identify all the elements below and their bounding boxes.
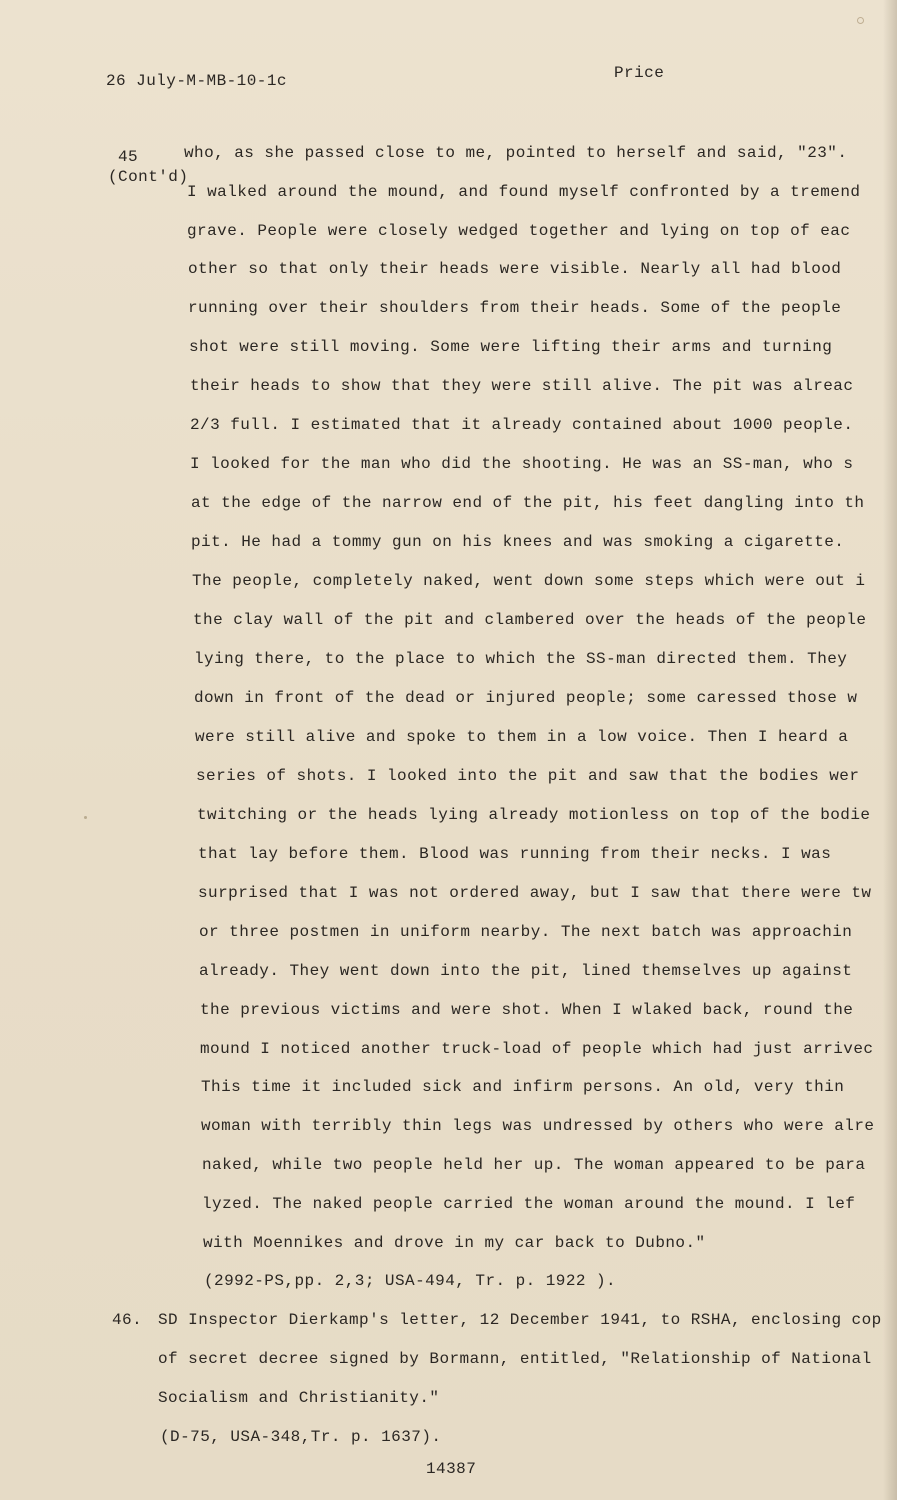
item-45-line: The people, completely naked, went down some steps which were out i [192, 572, 866, 590]
item-45-line: their heads to show that they were still alive. The pit was alreac [190, 377, 854, 395]
item-45-citation: (2992-PS,pp. 2,3; USA-494, Tr. p. 1922 ). [204, 1272, 617, 1290]
item-46-number: 46. [112, 1311, 143, 1329]
item-45-number: 45 [118, 148, 139, 166]
item-46-line: Socialism and Christianity." [158, 1389, 440, 1407]
item-45-line: at the edge of the narrow end of the pit, his feet dangling into th [191, 494, 865, 512]
item-45-line: who, as she passed close to me, pointed to herself and said, "23". [184, 144, 848, 162]
item-45-line: series of shots. I looked into the pit and saw that the bodies wer [196, 767, 860, 785]
item-45-line: were still alive and spoke to them in a low voice. Then I heard a [195, 728, 849, 746]
document-reference: 26 July-M-MB-10-1c [106, 72, 287, 90]
item-46-line: SD Inspector Dierkamp's letter, 12 December 1941, to RSHA, enclosing cop [158, 1311, 882, 1329]
item-45-line: already. They went down into the pit, lined themselves up against [199, 962, 853, 980]
item-45-line: surprised that I was not ordered away, but I saw that there were tw [198, 884, 872, 902]
item-46-line: of secret decree signed by Bormann, entitled, "Relationship of National [158, 1350, 872, 1368]
corner-mark [857, 17, 864, 24]
item-45-line: other so that only their heads were visible. Nearly all had blood [188, 260, 842, 278]
item-45-line: down in front of the dead or injured people; some caressed those w [194, 689, 858, 707]
item-45-line: running over their shoulders from their heads. Some of the people [188, 299, 842, 317]
item-45-line: the previous victims and were shot. When I wlaked back, round the [200, 1001, 854, 1019]
item-45-line: shot were still moving. Some were lifting their arms and turning [189, 338, 833, 356]
item-45-line: lying there, to the place to which the SS-man directed them. They [194, 650, 848, 668]
item-45-continued-label: (Cont'd) [108, 168, 189, 186]
item-45-line: I walked around the mound, and found myself confronted by a tremend [187, 183, 861, 201]
item-45-line: naked, while two people held her up. The woman appeared to be para [202, 1156, 866, 1174]
item-45-line: I looked for the man who did the shooting. He was an SS-man, who s [190, 455, 854, 473]
item-45-line: lyzed. The naked people carried the woman around the mound. I lef [202, 1195, 856, 1213]
item-45-line: grave. People were closely wedged together and lying on top of eac [187, 222, 851, 240]
item-45-line: This time it included sick and infirm persons. An old, very thin [201, 1078, 845, 1096]
item-45-line: pit. He had a tommy gun on his knees and was smoking a cigarette. [191, 533, 845, 551]
item-45-line: with Moennikes and drove in my car back to Dubno." [203, 1234, 706, 1252]
item-45-line: twitching or the heads lying already motionless on top of the bodie [197, 806, 871, 824]
item-45-line: woman with terribly thin legs was undressed by others who were alre [201, 1117, 875, 1135]
item-45-line: the clay wall of the pit and clambered over the heads of the people [193, 611, 867, 629]
item-45-line: mound I noticed another truck-load of people which had just arrivec [200, 1040, 874, 1058]
page-number: 14387 [426, 1460, 477, 1478]
item-45-line: or three postmen in uniform nearby. The next batch was approachin [199, 923, 853, 941]
item-46-citation: (D-75, USA-348,Tr. p. 1637). [160, 1428, 442, 1446]
paper-speck [84, 816, 87, 819]
item-45-line: that lay before them. Blood was running from their necks. I was [198, 845, 832, 863]
speaker-name: Price [614, 64, 665, 82]
item-45-line: 2/3 full. I estimated that it already contained about 1000 people. [190, 416, 854, 434]
